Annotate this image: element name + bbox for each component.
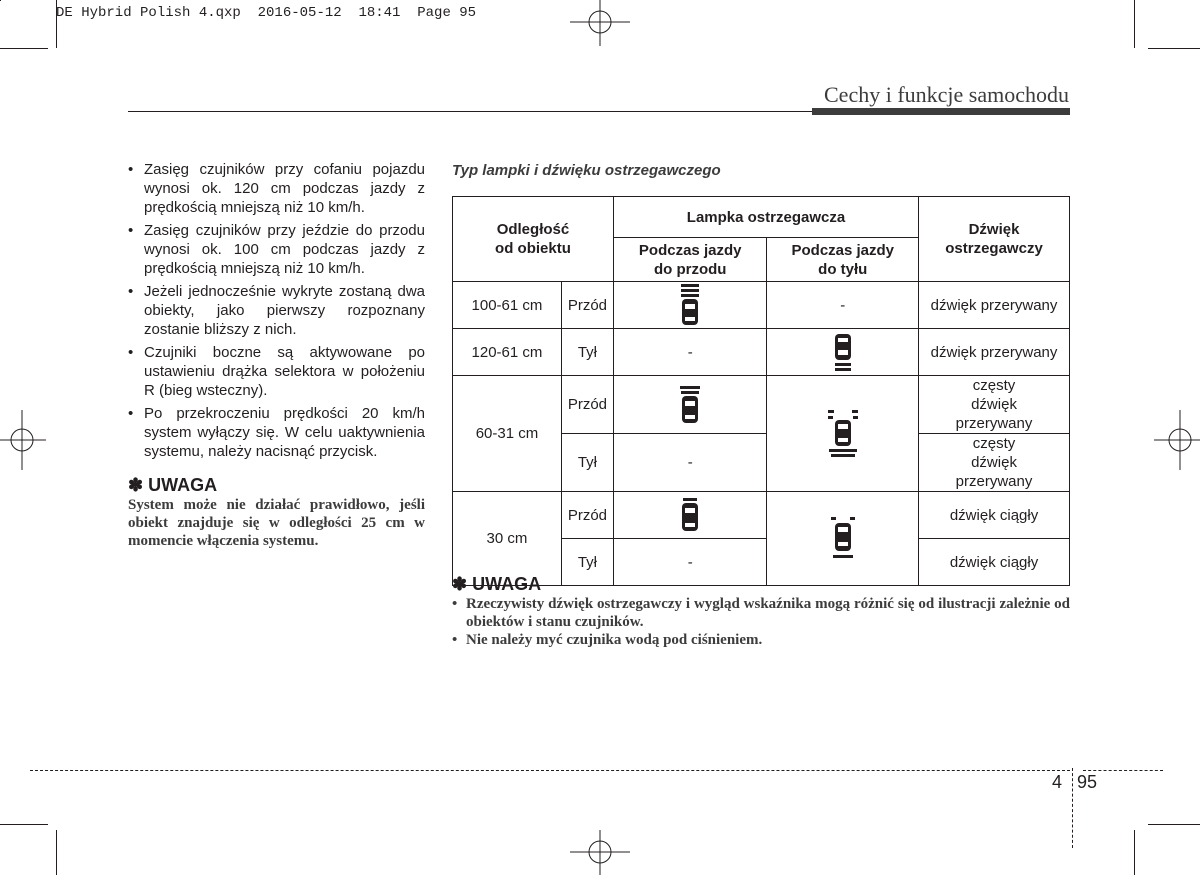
header-lamp: Lampka ostrzegawcza: [613, 197, 918, 238]
header-bar: [812, 108, 1070, 115]
car-all-sensors-icon: [826, 408, 860, 460]
registration-mark-bottom-icon: [570, 826, 630, 875]
forward-cell: [613, 282, 767, 329]
backward-cell: [767, 376, 919, 492]
direction-cell: Tył: [561, 329, 613, 376]
car-front-side-sensor-icon: [677, 385, 703, 425]
list-item: [452, 631, 1070, 649]
note-text: System może nie działać prawidłowo, jeśli obiekt znajduje się w odległości 25 cm w momencie włączenia systemu.: [128, 497, 425, 549]
header-sound: Dźwięk ostrzegawczy: [919, 197, 1070, 282]
backward-cell: [767, 492, 919, 586]
bullet-icon: •: [128, 405, 134, 422]
list-item: [452, 595, 1070, 631]
bullet-icon: •: [128, 283, 134, 300]
list-item: [128, 221, 425, 278]
table-row: [453, 282, 1070, 329]
table-caption: Typ lampki i dźwięku ostrzegawczego: [452, 162, 721, 179]
sound-cell: dźwięk przerywany: [919, 329, 1070, 376]
left-column: [128, 160, 425, 550]
backward-cell: -: [767, 282, 919, 329]
direction-cell: Tył: [561, 434, 613, 492]
forward-cell: -: [613, 329, 767, 376]
list-item: [128, 343, 425, 400]
direction-cell: Przód: [561, 376, 613, 434]
page-title: Cechy i funkcje samochodu: [824, 82, 1069, 107]
distance-cell: 120-61 cm: [453, 329, 562, 376]
direction-cell: Tył: [561, 539, 613, 586]
backward-cell: [767, 329, 919, 376]
list-item-text: Zasięg czujników przy cofaniu pojazdu wynosi ok. 120 cm podczas jazdy z prędkością mniejszą niż 10 km/h.: [144, 161, 425, 216]
registration-mark-top-icon: [570, 0, 630, 48]
forward-cell: -: [613, 434, 767, 492]
header-forward: Podczas jazdy do przodu: [613, 238, 767, 282]
distance-cell: 100-61 cm: [453, 282, 562, 329]
sound-cell: częsty dźwięk przerywany: [919, 376, 1070, 434]
footer-rule: [30, 770, 1070, 771]
table-row: [453, 492, 1070, 539]
registration-mark-right-icon: [1150, 410, 1200, 470]
car-all-close-icon: [828, 515, 858, 563]
bullet-icon: •: [128, 222, 134, 239]
sound-cell: częsty dźwięk przerywany: [919, 434, 1070, 492]
bullet-icon: •: [128, 161, 134, 178]
print-slug: DE Hybrid Polish 4.qxp 2016-05-12 18:41 Page 95: [56, 5, 477, 21]
note-heading: ✽ UWAGA: [452, 574, 542, 594]
bullet-list: [128, 160, 425, 461]
sound-cell: dźwięk ciągły: [919, 492, 1070, 539]
page-separator: [1072, 768, 1073, 848]
note-heading: ✽ UWAGA: [128, 475, 218, 495]
bullet-icon: •: [452, 596, 458, 612]
forward-cell: [613, 376, 767, 434]
bullet-icon: •: [128, 344, 134, 361]
list-item-text: Zasięg czujników przy jeździe do przodu wynosi ok. 100 cm podczas jazdy z prędkością mniejszą niż 10 km/h.: [144, 222, 425, 277]
car-front-sensor-icon: [679, 283, 701, 327]
list-item: [128, 160, 425, 217]
list-item-text: Po przekroczeniu prędkości 20 km/h system wyłączy się. W celu uaktywnienia systemu, należy nacisnąć przycisk.: [144, 405, 425, 460]
distance-cell: 60-31 cm: [453, 376, 562, 492]
list-item-text: Czujniki boczne są aktywowane po ustawieniu drążka selektora w położeniu R (bieg wsteczny).: [144, 344, 425, 399]
direction-cell: Przód: [561, 492, 613, 539]
direction-cell: Przód: [561, 282, 613, 329]
right-note: [452, 574, 1070, 649]
bullet-icon: •: [452, 632, 458, 648]
list-item-text: Rzeczywisty dźwięk ostrzegawczy i wygląd wskaźnika mogą różnić się od ilustracji zależnie od obiektów i stanu czujników.: [466, 596, 1070, 630]
list-item-text: Jeżeli jednocześnie wykryte zostaną dwa obiekty, jako pierwszy rozpoznany zostanie bliższy z nich.: [144, 283, 425, 338]
page-number: 95: [1077, 772, 1098, 792]
distance-cell: 30 cm: [453, 492, 562, 586]
header-distance: Odległość od obiektu: [453, 197, 614, 282]
registration-mark-left-icon: [0, 410, 48, 470]
sound-cell: dźwięk ciągły: [919, 539, 1070, 586]
sound-cell: dźwięk przerywany: [919, 282, 1070, 329]
list-item: [128, 404, 425, 461]
chapter-number: 4: [1052, 772, 1063, 792]
list-item-text: Nie należy myć czujnika wodą pod ciśnieniem.: [466, 632, 763, 648]
car-rear-sensor-icon: [832, 332, 854, 372]
list-item: [128, 282, 425, 339]
forward-cell: [613, 492, 767, 539]
table-row: [453, 329, 1070, 376]
car-front-close-icon: [679, 497, 701, 533]
warning-table: [452, 196, 1070, 586]
table-row: [453, 376, 1070, 434]
forward-cell: -: [613, 539, 767, 586]
header-backward: Podczas jazdy do tyłu: [767, 238, 919, 282]
footer-rule-right: [1083, 770, 1163, 771]
